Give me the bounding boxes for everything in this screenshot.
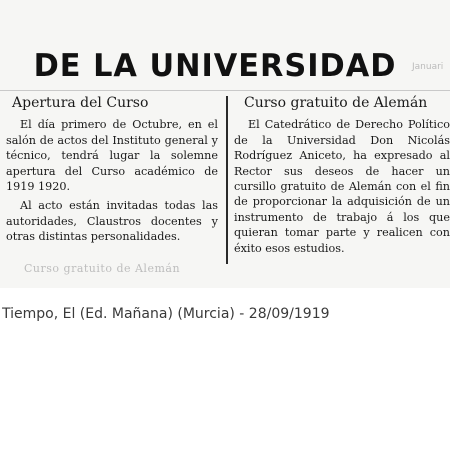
article-right-paragraph: El Catedrático de Derecho Político de la Universidad Don Nicolás Rodríguez Aniceto, ha expresado al Rector sus deseos de hacer un cursillo gratuito de Alemán con el fin de proporcionar la adquisición de un instrumento de trabajo á los que quieran tomar parte y realicen con éxito esos estudios.: [234, 118, 450, 255]
masthead-title: DE LA UNIVERSIDAD: [33, 48, 397, 84]
article-left-paragraph: El día primero de Octubre, en el salón de actos del Instituto general y técnico, tendrá lugar la solemne apertura del Curso académico de 1919 1920.: [6, 118, 218, 194]
article-left: [6, 96, 218, 249]
article-left-title: Apertura del Curso: [12, 95, 149, 111]
article-left-paragraph: Al acto están invitadas todas las autoridades, Claustros docentes y otras distintas personalidades.: [6, 199, 218, 244]
source-caption: Tiempo, El (Ed. Mañana) (Murcia) - 28/09/1919: [2, 306, 330, 322]
bleed-through-text-top: Januari: [412, 62, 444, 72]
article-right: [234, 96, 450, 260]
masthead-rule: [0, 90, 450, 91]
bleed-through-text-bottom: Curso gratuito de Alemán: [24, 262, 181, 275]
column-divider: [226, 96, 228, 264]
article-right-title: Curso gratuito de Alemán: [244, 95, 428, 111]
